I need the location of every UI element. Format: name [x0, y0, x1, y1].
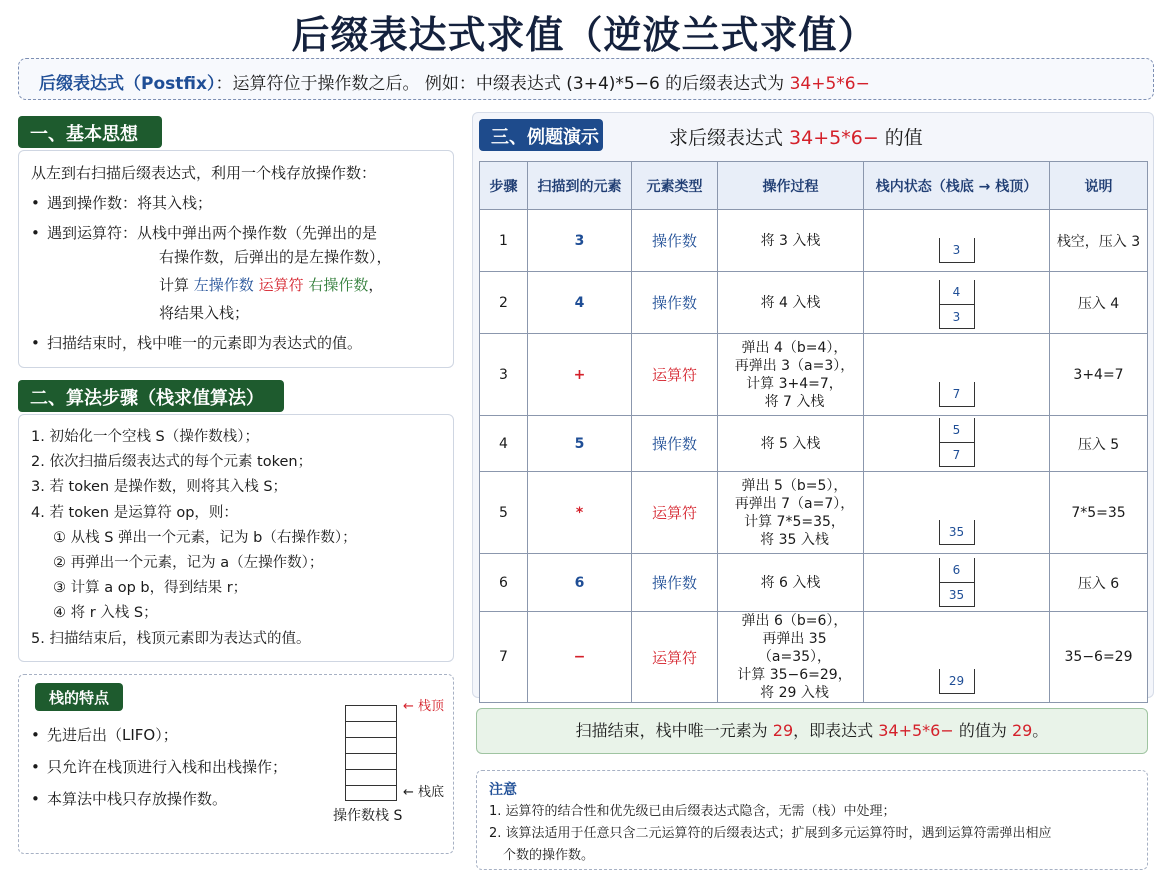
process-line: 将 29 入栈: [760, 685, 829, 701]
element-type: 操作数: [632, 210, 718, 272]
process-line: 再弹出 7（a=7），: [734, 495, 855, 512]
scanned-element: 3: [528, 210, 632, 272]
column-header: 说明: [1050, 162, 1148, 210]
step-number: 2: [480, 272, 528, 334]
process-line: 计算 7*5=35，: [744, 513, 845, 530]
column-header: 操作过程: [718, 162, 864, 210]
section-header-basic-idea: 一、基本思想: [18, 116, 162, 148]
process-line: 弹出 5（b=5），: [741, 477, 848, 494]
example-title: 求后缀表达式 34+5*6− 的值: [669, 127, 923, 149]
process-line: 将 4 入栈: [760, 294, 821, 311]
stack-feature-item: • 本算法中栈只存放操作数。: [31, 790, 228, 808]
process-line: 将 5 入栈: [760, 435, 821, 452]
definition-box: [18, 58, 1154, 100]
basic-idea-line: 将结果入栈；: [159, 304, 250, 322]
stack-cell: 5: [952, 423, 961, 437]
algorithm-panel: [18, 414, 454, 662]
table-row: [480, 612, 1148, 703]
process-line: 将 35 入栈: [760, 531, 829, 548]
process-line: 弹出 6（b=6），: [741, 613, 848, 629]
page-title: 后缀表达式求值（逆波兰式求值）: [291, 13, 877, 57]
step-note: 35−6=29: [1050, 612, 1148, 703]
process-line: 将 6 入栈: [760, 574, 821, 591]
stack-features-tag: 栈的特点: [35, 683, 123, 711]
process-cell: [718, 554, 864, 612]
algorithm-substep: ① 从栈 S 弹出一个元素，记为 b（右操作数）；: [53, 529, 357, 546]
table-row: [480, 416, 1148, 472]
mini-stack: [939, 418, 975, 467]
basic-idea-intro: 从左到右扫描后缀表达式，利用一个栈存放操作数：: [31, 164, 377, 182]
step-number: 7: [480, 612, 528, 703]
mini-stack: [939, 558, 975, 607]
stack-caption: 操作数栈 S: [333, 808, 403, 824]
mini-stack: [939, 280, 975, 329]
algorithm-step: 1. 初始化一个空栈 S（操作数栈）；: [31, 429, 260, 445]
process-line: 再弹出 3（a=3），: [734, 357, 855, 374]
basic-idea-item: • 遇到运算符：从栈中弹出两个操作数（先弹出的是: [31, 224, 378, 242]
stack-cell: 7: [940, 442, 974, 466]
process-cell: [718, 210, 864, 272]
notes-title: 注意: [489, 782, 517, 798]
basic-idea-line: 右操作数，后弹出的是左操作数），: [159, 248, 392, 266]
section-header-example: 三、例题演示: [479, 119, 603, 151]
note-item-continued: 个数的操作数。: [503, 848, 595, 863]
step-note: 7*5=35: [1050, 472, 1148, 554]
stack-state-cell: [864, 334, 1050, 416]
algorithm-substep: ② 再弹出一个元素，记为 a（左操作数）；: [53, 555, 324, 572]
table-row: [480, 210, 1148, 272]
stack-cell: 3: [952, 243, 961, 257]
process-cell: [718, 416, 864, 472]
algorithm-substep: ③ 计算 a op b，得到结果 r；: [53, 580, 248, 597]
mini-stack: [939, 238, 975, 263]
stack-cell: 35: [940, 582, 974, 606]
basic-idea-item: • 扫描结束时，栈中唯一的元素即为表达式的值。: [31, 334, 363, 352]
column-header: 步骤: [480, 162, 528, 210]
algorithm-step: 4. 若 token 是运算符 op，则：: [31, 504, 238, 521]
stack-cell: 7: [952, 387, 961, 401]
table-row: [480, 554, 1148, 612]
steps-table: [479, 161, 1148, 703]
stack-state-cell: [864, 272, 1050, 334]
stack-state-cell: [864, 210, 1050, 272]
process-cell: [718, 334, 864, 416]
element-type: 操作数: [632, 416, 718, 472]
mini-stack: [939, 669, 975, 694]
result-banner: 扫描结束，栈中唯一元素为 29，即表达式 34+5*6− 的值为 29。: [476, 708, 1148, 754]
stack-bottom-label: ← 栈底: [403, 785, 445, 800]
example-panel: [472, 112, 1154, 701]
note-item: 1. 运算符的结合性和优先级已由后缀表达式隐含，无需（栈）中处理；: [489, 804, 896, 819]
scanned-element: *: [528, 472, 632, 554]
stack-state-cell: [864, 472, 1050, 554]
element-type: 运算符: [632, 334, 718, 416]
step-note: 栈空，压入 3: [1050, 210, 1148, 272]
stack-cell: 6: [952, 563, 961, 577]
stack-feature-item: • 先进后出（LIFO）；: [31, 726, 178, 744]
definition-term: 后缀表达式（Postfix）: [39, 74, 216, 94]
process-cell: [718, 472, 864, 554]
stack-cell: 29: [948, 674, 965, 688]
basic-idea-panel: [18, 150, 454, 368]
process-line: 计算 35−6=29，: [737, 667, 852, 683]
scanned-element: 5: [528, 416, 632, 472]
element-type: 操作数: [632, 554, 718, 612]
stack-state-cell: [864, 554, 1050, 612]
stack-state-cell: [864, 416, 1050, 472]
stack-top-label: ← 栈顶: [403, 699, 445, 714]
algorithm-substep: ④ 将 r 入栈 S；: [53, 605, 158, 622]
scanned-element: 6: [528, 554, 632, 612]
definition-example: 34+5*6−: [789, 74, 870, 94]
stack-cell: 3: [940, 304, 974, 328]
element-type: 运算符: [632, 612, 718, 703]
scanned-element: +: [528, 334, 632, 416]
definition-text: ：运算符位于操作数之后。 例如：中缀表达式 (3+4)*5−6 的后缀表达式为: [215, 74, 790, 94]
mini-stack: [939, 520, 975, 545]
element-type: 操作数: [632, 272, 718, 334]
process-line: 再弹出 35（a=35），: [757, 631, 832, 665]
column-header: 扫描到的元素: [528, 162, 632, 210]
stack-diagram-box: [345, 705, 397, 801]
step-note: 压入 5: [1050, 416, 1148, 472]
section-header-algorithm: 二、算法步骤（栈求值算法）: [18, 380, 284, 412]
scanned-element: 4: [528, 272, 632, 334]
process-line: 计算 3+4=7，: [746, 375, 843, 392]
process-line: 将 3 入栈: [760, 232, 821, 249]
process-line: 弹出 4（b=4），: [741, 339, 848, 356]
process-cell: [718, 612, 864, 703]
column-header: 元素类型: [632, 162, 718, 210]
stack-state-cell: [864, 612, 1050, 703]
table-row: [480, 272, 1148, 334]
stack-cell: 35: [948, 525, 965, 539]
process-line: 将 7 入栈: [764, 393, 825, 410]
stack-cell: 4: [952, 285, 961, 299]
column-header: 栈内状态（栈底 → 栈顶）: [864, 162, 1050, 210]
process-cell: [718, 272, 864, 334]
note-item: 2. 该算法适用于任意只含二元运算符的后缀表达式；扩展到多元运算符时，遇到运算符需弹出相应: [489, 826, 1052, 841]
table-row: [480, 334, 1148, 416]
step-note: 压入 4: [1050, 272, 1148, 334]
stack-diagram: [333, 695, 459, 835]
step-note: 压入 6: [1050, 554, 1148, 612]
step-number: 4: [480, 416, 528, 472]
step-number: 5: [480, 472, 528, 554]
algorithm-step: 5. 扫描结束后，栈顶元素即为表达式的值。: [31, 630, 311, 647]
basic-idea-item: • 遇到操作数：将其入栈；: [31, 194, 213, 212]
step-note: 3+4=7: [1050, 334, 1148, 416]
stack-feature-item: • 只允许在栈顶进行入栈和出栈操作；: [31, 758, 288, 776]
step-number: 3: [480, 334, 528, 416]
notes-panel: [476, 770, 1148, 870]
table-row: [480, 472, 1148, 554]
algorithm-step: 3. 若 token 是操作数，则将其入栈 S；: [31, 479, 288, 496]
step-number: 6: [480, 554, 528, 612]
step-number: 1: [480, 210, 528, 272]
stack-features-panel: [18, 674, 454, 854]
basic-idea-formula: 计算 左操作数 运算符 右操作数，: [159, 276, 384, 294]
mini-stack: [939, 382, 975, 407]
element-type: 运算符: [632, 472, 718, 554]
algorithm-step: 2. 依次扫描后缀表达式的每个元素 token；: [31, 454, 313, 471]
scanned-element: −: [528, 612, 632, 703]
